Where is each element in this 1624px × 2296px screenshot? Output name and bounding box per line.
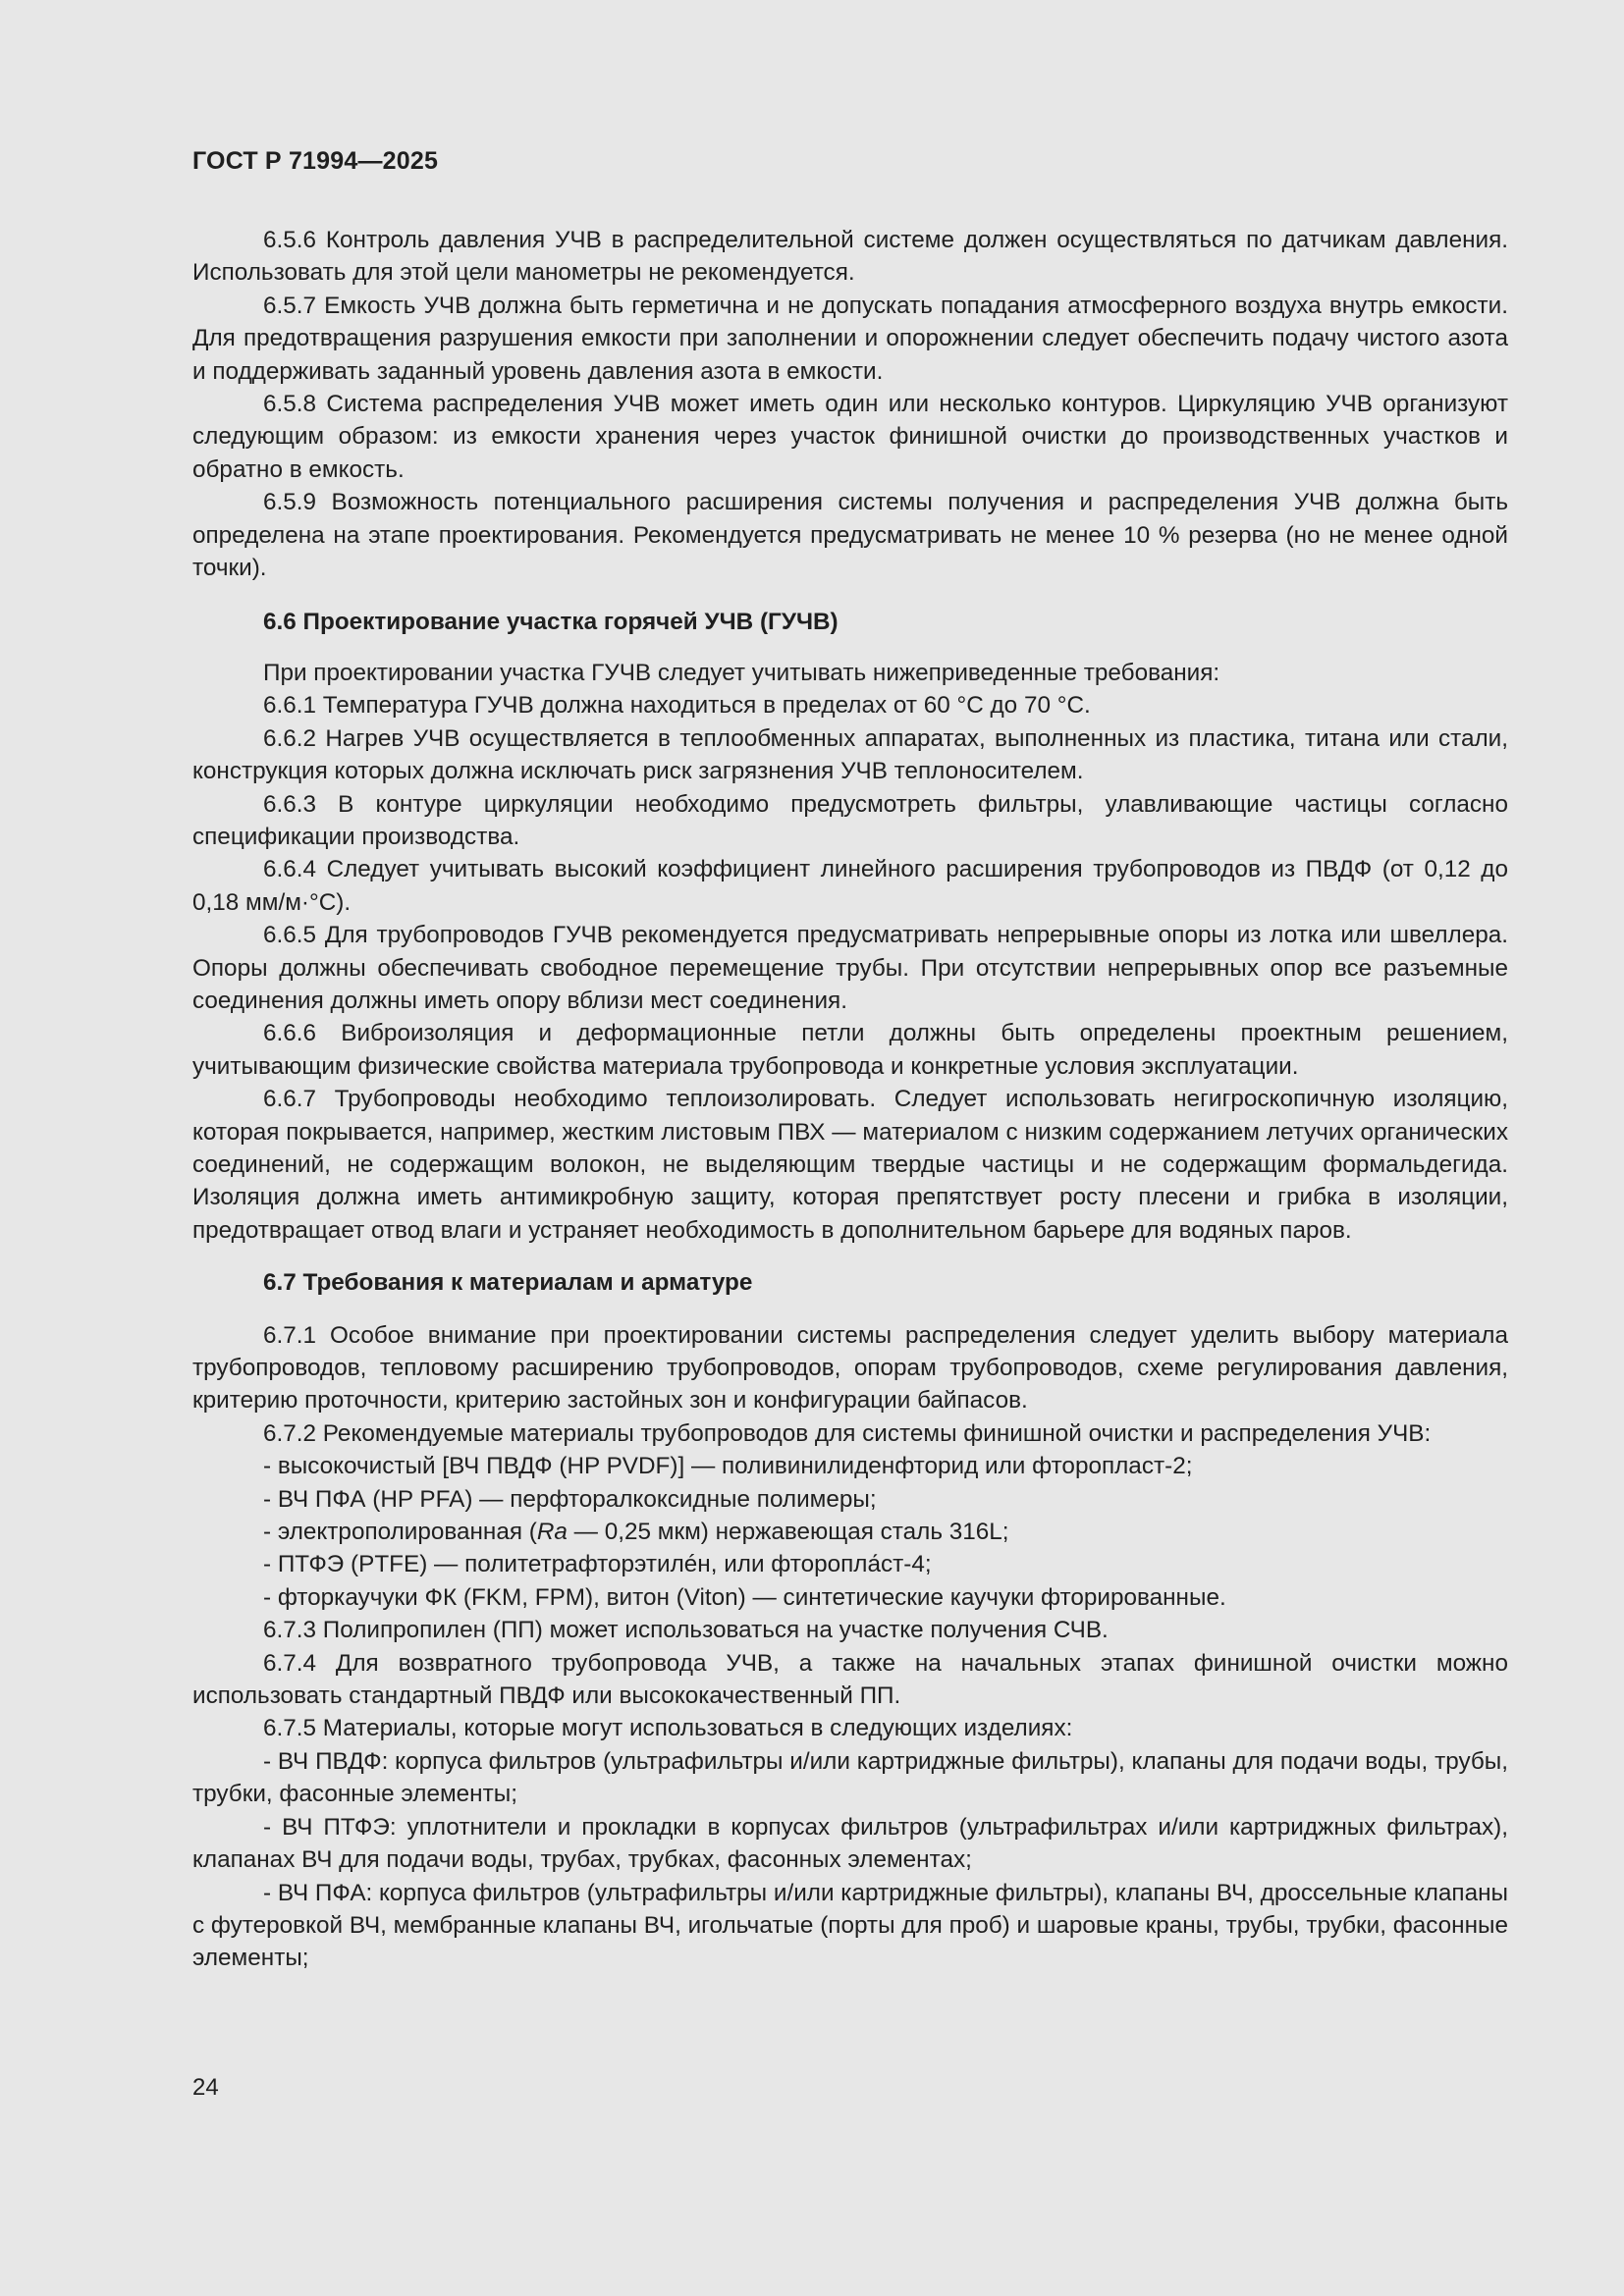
paragraph-6-5-7: 6.5.7 Емкость УЧВ должна быть герметична и не допускать попадания атмосферного воздуха внутрь емкости. Для предотвращения разрушения емкости при заполнении и опорожнении следует обеспечить подачу чистого азота и поддерживать заданный уровень давления азота в емкости.: [192, 292, 1508, 385]
list-item: - ВЧ ПФА (HP PFA) — перфторалкоксидные полимеры;: [263, 1485, 877, 1513]
paragraph-6-6-7: 6.6.7 Трубопроводы необходимо теплоизолировать. Следует использовать негигроскопичную изоляцию, которая покрывается, например, жестким листовым ПВХ — материалом с низким содержанием летучих органических соединений, не содержащим волокон, не выделяющим твердые частицы и не содержащим формальдегида. Изоляция должна иметь антимикробную защиту, которая препятствует росту плесени и грибка в изоляции, предотвращает отвод влаги и устраняет необходимость в дополнительном барьере для водяных паров.: [192, 1086, 1508, 1244]
list-item: - ВЧ ПТФЭ: уплотнители и прокладки в корпусах фильтров (ультрафильтрах и/или картриджных фильтрах), клапанах ВЧ для подачи воды, трубах, трубках, фасонных элементах;: [192, 1813, 1508, 1874]
document-body: [192, 224, 1508, 1975]
paragraph-6-7-3: 6.7.3 Полипропилен (ПП) может использоваться на участке получения СЧВ.: [263, 1617, 1109, 1644]
paragraph-6-6-2: 6.6.2 Нагрев УЧВ осуществляется в теплообменных аппаратах, выполненных из пластика, титана или стали, конструкция которых должна исключать риск загрязнения УЧВ теплоносителем.: [192, 724, 1508, 785]
list-item: - ПТФЭ (PTFE) — политетрафторэтилéн, или фторопла́ст-4;: [263, 1551, 932, 1578]
paragraph-6-6-6: 6.6.6 Виброизоляция и деформационные петли должны быть определены проектным решением, учитывающим физические свойства материала трубопровода и конкретные условия эксплуатации.: [192, 1020, 1508, 1080]
paragraph-6-6-1: 6.6.1 Температура ГУЧВ должна находиться в пределах от 60 °С до 70 °С.: [263, 692, 1091, 720]
paragraph-6-7-4: 6.7.4 Для возвратного трубопровода УЧВ, а также на начальных этапах финишной очистки можно использовать стандартный ПВДФ или высококачественный ПП.: [192, 1649, 1508, 1710]
section-heading-6-6: 6.6 Проектирование участка горячей УЧВ (ГУЧВ): [263, 609, 839, 636]
list-item: - ВЧ ПФА: корпуса фильтров (ультрафильтры и/или картриджные фильтры), клапаны ВЧ, дроссельные клапаны с футеровкой ВЧ, мембранные клапаны ВЧ, игольчатые (порты для проб) и шаровые краны, трубы, трубки, фасонные элементы;: [192, 1879, 1508, 1972]
list-item: - фторкаучуки ФК (FKM, FPM), витон (Viton) — синтетические каучуки фторированные.: [263, 1583, 1226, 1611]
list-item: [192, 1516, 1508, 1548]
list-item-text: - электрополированная (: [263, 1519, 537, 1546]
paragraph-6-5-8: 6.5.8 Система распределения УЧВ может иметь один или несколько контуров. Циркуляцию УЧВ организуют следующим образом: из емкости хранения через участок финишной очистки до производственных участков и обратно в емкость.: [192, 391, 1508, 483]
paragraph-6-5-9: 6.5.9 Возможность потенциального расширения системы получения и распределения УЧВ должна быть определена на этапе проектирования. Рекомендуется предусматривать не менее 10 % резерва (но не менее одной точки).: [192, 489, 1508, 582]
list-item-text: — 0,25 мкм) нержавеющая сталь 316L;: [567, 1519, 1009, 1546]
paragraph-6-5-6: 6.5.6 Контроль давления УЧВ в распределительной системе должен осуществляться по датчикам давления. Использовать для этой цели манометры не рекомендуется.: [192, 227, 1508, 287]
paragraph-6-7-5: 6.7.5 Материалы, которые могут использоваться в следующих изделиях:: [263, 1715, 1073, 1742]
roughness-symbol: Ra: [536, 1519, 568, 1546]
list-item: - высокочистый [ВЧ ПВДФ (HP PVDF)] — поливинилиденфторид или фторопласт-2;: [263, 1453, 1193, 1480]
page-number: 24: [192, 2074, 219, 2101]
paragraph-6-7-1: 6.7.1 Особое внимание при проектировании системы распределения следует уделить выбору материала трубопроводов, тепловому расширению трубопроводов, опорам трубопроводов, схеме регулирования давления, критерию проточности, критерию застойных зон и конфигурации байпасов.: [192, 1321, 1508, 1415]
section-heading-6-7: 6.7 Требования к материалам и арматуре: [263, 1269, 753, 1297]
paragraph-6-6-intro: При проектировании участка ГУЧВ следует учитывать нижеприведенные требования:: [263, 659, 1220, 686]
paragraph-6-6-5: 6.6.5 Для трубопроводов ГУЧВ рекомендуется предусматривать непрерывные опоры из лотка или швеллера. Опоры должны обеспечивать свободное перемещение трубы. При отсутствии непрерывных опор все разъемные соединения должны иметь опору вблизи мест соединения.: [192, 922, 1508, 1014]
paragraph-6-6-3: 6.6.3 В контуре циркуляции необходимо предусмотреть фильтры, улавливающие частицы согласно спецификации производства.: [192, 790, 1508, 850]
paragraph-6-7-2: 6.7.2 Рекомендуемые материалы трубопроводов для системы финишной очистки и распределения УЧВ:: [263, 1419, 1432, 1447]
list-item: - ВЧ ПВДФ: корпуса фильтров (ультрафильтры и/или картриджные фильтры), клапаны для подачи воды, трубы, трубки, фасонные элементы;: [192, 1747, 1508, 1808]
paragraph-6-6-4: 6.6.4 Следует учитывать высокий коэффициент линейного расширения трубопроводов из ПВДФ (от 0,12 до 0,18 мм/м·°С).: [192, 856, 1508, 916]
document-code-header: ГОСТ Р 71994—2025: [192, 147, 439, 175]
